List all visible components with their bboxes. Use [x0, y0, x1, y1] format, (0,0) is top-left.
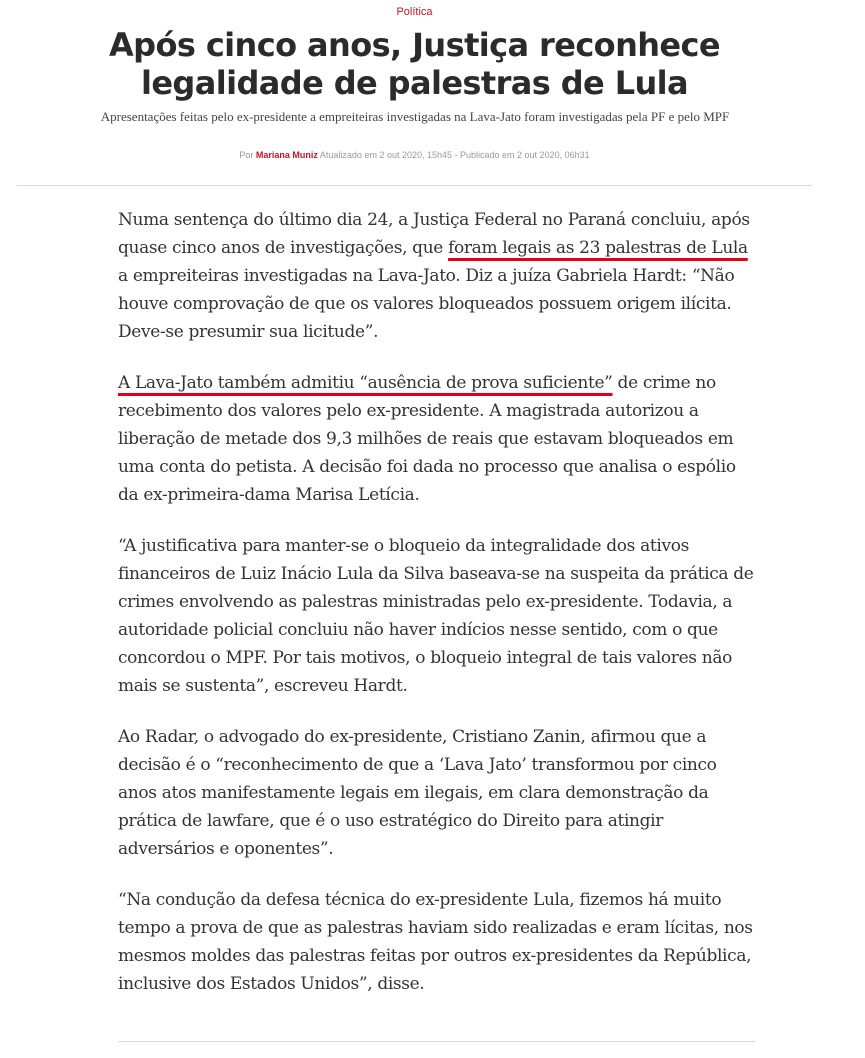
highlighted-phrase: A Lava-Jato também admitiu “ausência de prova suficiente” — [118, 373, 613, 393]
article-subtitle: Apresentações feitas pelo ex-presidente a empreiteiras investigadas na Lava-Jato foram investigadas pela PF e pelo MPF — [100, 109, 730, 124]
byline-prefix: Por — [239, 150, 256, 160]
footer-divider — [118, 1041, 755, 1042]
article-paragraph-5: “Na condução da defesa técnica do ex-presidente Lula, fizemos há muito tempo a prova de que as palestras haviam sido realizadas e eram lícitas, nos mesmos moldes das palestras feitas por outros ex-presidentes da República, inclusive dos Estados Unidos”, disse. — [118, 890, 753, 994]
article-paragraph-2 — [118, 369, 758, 509]
article-title: Após cinco anos, Justiça reconhece legalidade de palestras de Lula — [108, 26, 721, 102]
paragraph-text: Numa sentença do último dia 24, a Justiça Federal no Paraná concluiu, após quase cinco anos de investigações, que — [118, 210, 750, 258]
category-link[interactable]: Política — [396, 6, 433, 18]
article-dates: Atualizado em 2 out 2020, 15h45 - Publicado em 2 out 2020, 06h31 — [317, 150, 590, 160]
article-byline — [0, 150, 829, 160]
article-paragraph-4: Ao Radar, o advogado do ex-presidente, Cristiano Zanin, afirmou que a decisão é o “reconhecimento de que a ‘Lava Jato’ transformou por cinco anos atos manifestamente legais em ilegais, em clara demonstração da prática de lawfare, que é o uso estratégico do Direito para atingir adversários e oponentes”. — [118, 727, 717, 859]
author-link[interactable]: Mariana Muniz — [255, 150, 318, 160]
article-body — [118, 206, 758, 1021]
highlighted-phrase: foram legais as 23 palestras de Lula — [448, 238, 748, 258]
article-paragraph-1 — [118, 206, 758, 346]
header-divider — [17, 185, 812, 186]
paragraph-text: a empreiteiras investigadas na Lava-Jato. Diz a juíza Gabriela Hardt: “Não houve comprovação de que os valores bloqueados possuem origem ilícita. Deve-se presumir sua licitude”. — [118, 266, 735, 342]
article-paragraph-3: “A justificativa para manter-se o bloqueio da integralidade dos ativos financeiros de Luiz Inácio Lula da Silva baseava-se na suspeita da prática de crimes envolvendo as palestras ministradas pelo ex-presidente. Todavia, a autoridade policial concluiu não haver indícios nesse sentido, com o que concordou o MPF. Por tais motivos, o bloqueio integral de tais valores não mais se sustenta”, escreveu Hardt. — [118, 536, 754, 696]
paragraph-text: de crime no recebimento dos valores pelo ex-presidente. A magistrada autorizou a liberação de metade dos 9,3 milhões de reais que estavam bloqueados em uma conta do petista. A decisão foi dada no processo que analisa o espólio da ex-primeira-dama Marisa Letícia. — [118, 373, 736, 505]
